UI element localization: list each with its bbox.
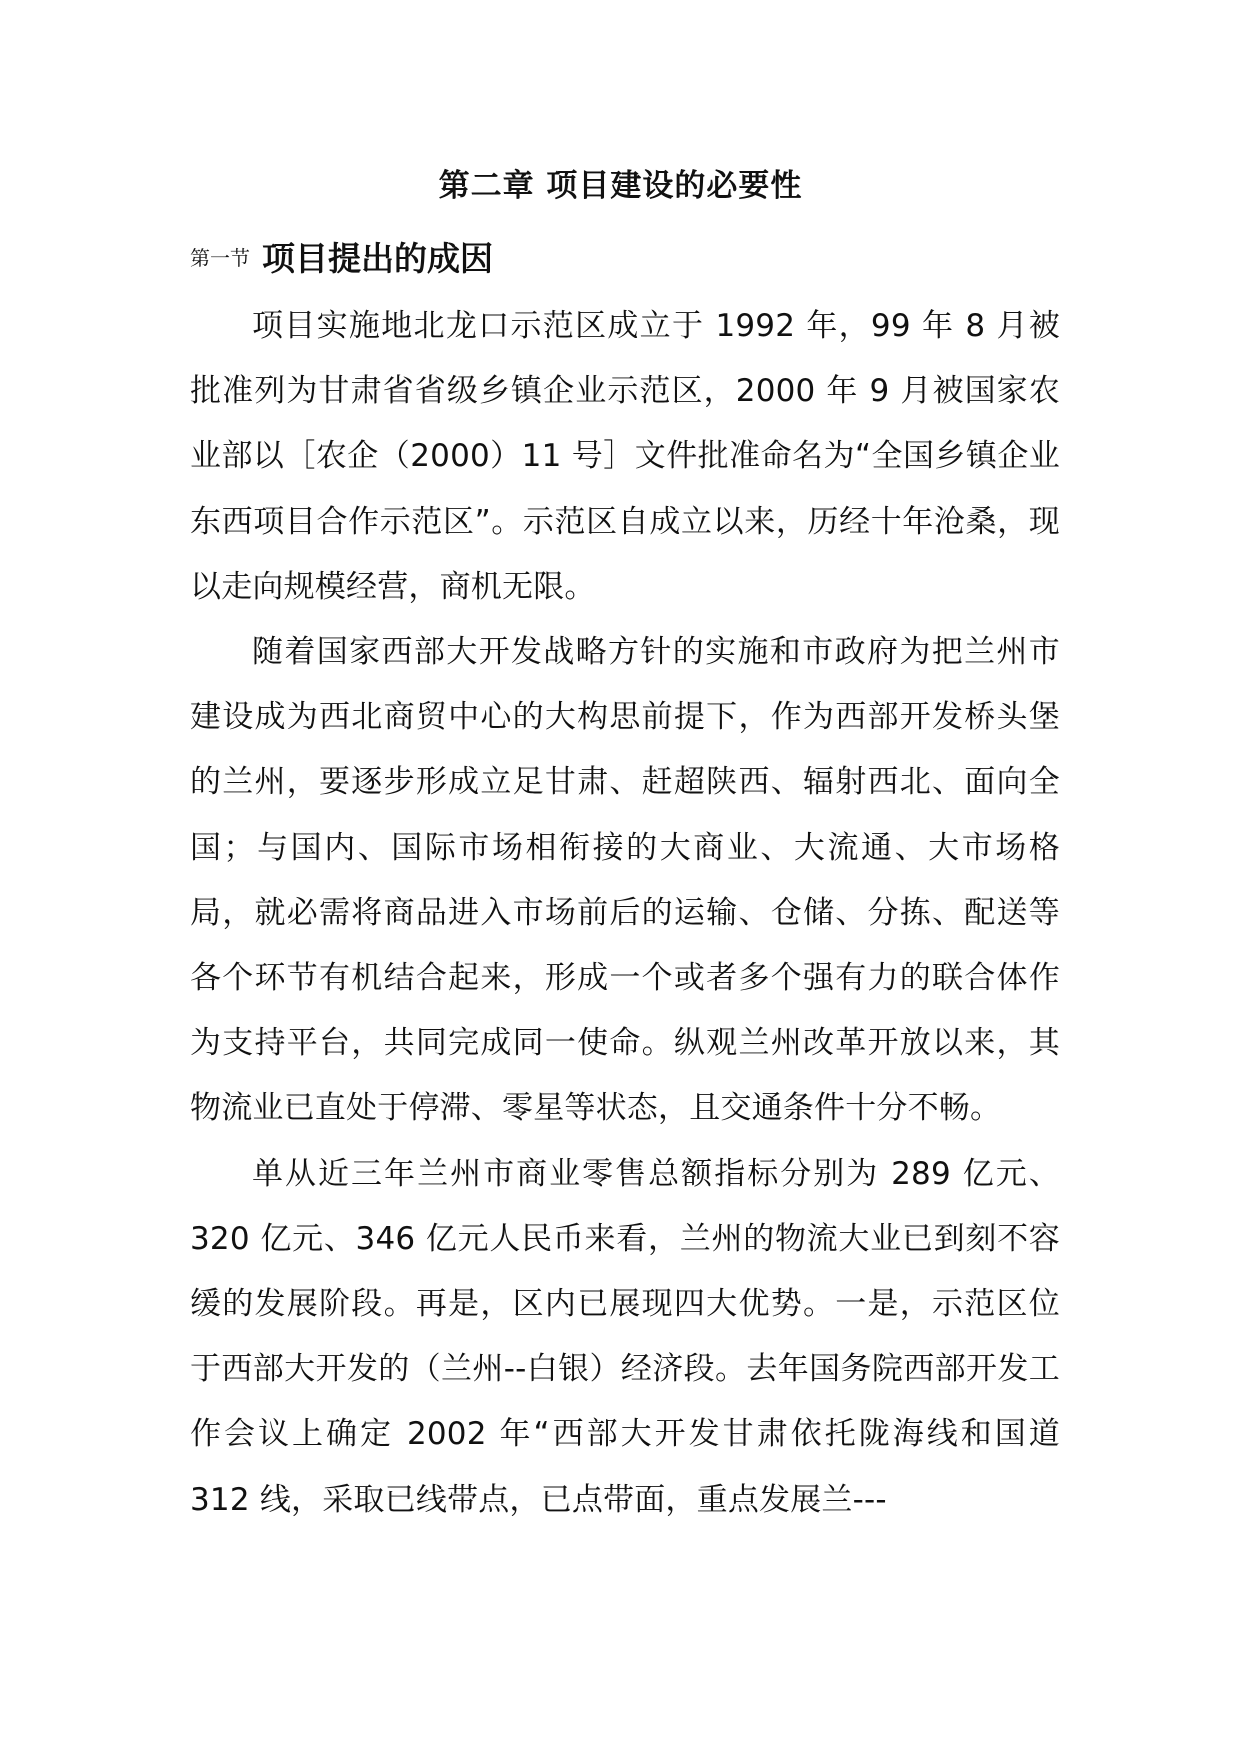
paragraph-3: 单从近三年兰州市商业零售总额指标分别为 289 亿元、320 亿元、346 亿元人民币来看，兰州的物流大业已到刻不容缓的发展阶段。再是，区内已展现四大优势。一是，示范区位于西部大开发的（兰州--白银）经济段。去年国务院西部开发工作会议上确定 2002 年“西部大开发甘肃依托陇海线和国道 312 线，采取已线带点，已点带面，重点发展兰--- bbox=[190, 1155, 1060, 1518]
section-title: 项目提出的成因 bbox=[262, 239, 493, 278]
paragraph-2: 随着国家西部大开发战略方针的实施和市政府为把兰州市建设成为西北商贸中心的大构思前提下，作为西部开发桥头堡的兰州，要逐步形成立足甘肃、赶超陕西、辐射西北、面向全国；与国内、国际市场相衔接的大商业、大流通、大市场格局，就必需将商品进入市场前后的运输、仓储、分拣、配送等各个环节有机结合起来，形成一个或者多个强有力的联合体作为支持平台，共同完成同一使命。纵观兰州改革开放以来，其物流业已直处于停滞、零星等状态，且交通条件十分不畅。 bbox=[190, 634, 1060, 1127]
body-text bbox=[190, 294, 1060, 1533]
paragraph-1: 项目实施地北龙口示范区成立于 1992 年，99 年 8 月被批准列为甘肃省省级乡镇企业示范区，2000 年 9 月被国家农业部以［农企（2000）11 号］文件批准命名为“全国乡镇企业东西项目合作示范区”。示范区自成立以来，历经十年沧桑，现以走向规模经营，商机无限。 bbox=[190, 308, 1060, 605]
section-heading bbox=[190, 233, 493, 280]
section-number: 第一节 bbox=[190, 246, 250, 270]
chapter-title: 第二章 项目建设的必要性 bbox=[438, 168, 803, 204]
